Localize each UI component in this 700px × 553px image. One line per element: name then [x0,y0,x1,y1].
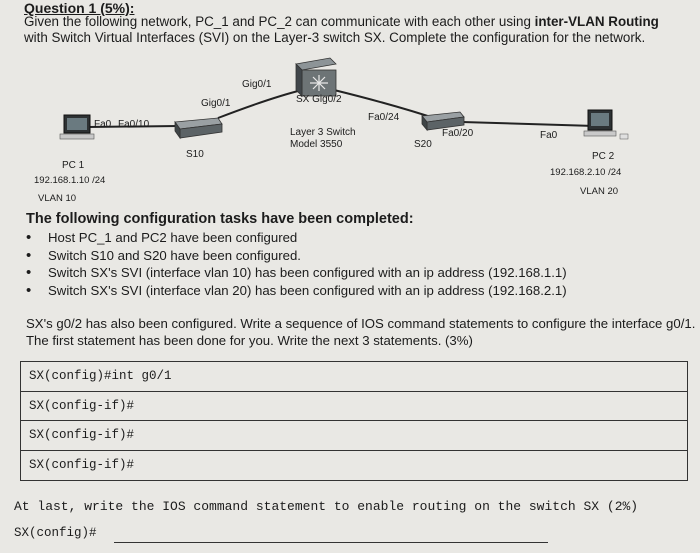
sx-left-port-label: Gig0/1 [242,79,272,90]
s20-name-label: S20 [414,139,432,150]
pc1-ip-label: 192.168.1.10 /24 [34,175,106,186]
task-item: • Switch SX's SVI (interface vlan 20) has been configured with an ip address (192.168.2.1) [22,282,567,300]
pc2-icon [584,110,628,139]
network-diagram [0,50,700,210]
command-row-2[interactable]: SX(config-if)# [21,392,687,422]
s10-pc-port-label: Fa0/10 [118,119,150,130]
pc2-port-label: Fa0 [540,130,558,141]
pc1-vlan-label: VLAN 10 [38,193,77,204]
command-table [20,361,688,481]
s10-up-port-label: Gig0/1 [201,98,231,109]
link-s20-pc2 [462,122,595,126]
command-row-3[interactable]: SX(config-if)# [21,421,687,451]
sx-model-line-1: Layer 3 Switch [290,127,356,138]
tasks-heading: The following configuration tasks have been completed: [26,211,414,227]
s10-name-label: S10 [186,149,204,160]
tasks-list [22,229,567,299]
pc1-port-label: Fa0 [94,119,112,130]
task-item: • Switch S10 and S20 have been configured. [22,247,567,265]
question-intro [24,14,684,46]
sx-model-line-2: Model 3550 [290,139,343,150]
task-item: • Host PC_1 and PC2 have been configured [22,229,567,247]
pc2-ip-label: 192.168.2.10 /24 [550,167,622,178]
command-row-1: SX(config)#int g0/1 [21,362,687,392]
question-title: Question 1 (5%): [24,0,135,16]
pc2-vlan-label: VLAN 20 [580,186,619,197]
routing-question: At last, write the IOS command statement to enable routing on the switch SX (2%) [14,499,639,514]
instruction-note: SX's g0/2 has also been configured. Write a sequence of IOS command statements to configure the interface g0/1. The first statement has been done for you. Write the next 3 statements. (3%) [26,316,696,348]
intro-text-2: with Switch Virtual Interfaces (SVI) on the Layer-3 switch SX. Complete the configuration for the network. [24,30,646,45]
link-s10-sx [218,90,302,118]
s10-switch-icon [175,118,222,138]
s20-port-label: Fa0/20 [442,128,474,139]
pc1-name-label: PC 1 [62,160,85,171]
sx-l3-switch-icon [296,58,336,96]
pc1-icon [60,115,94,139]
sx-name-port-label: SX Gig0/2 [296,94,342,105]
sx-right-port-label: Fa0/24 [368,112,400,123]
command-row-4[interactable]: SX(config-if)# [29,457,135,472]
intro-bold: inter-VLAN Routing [534,14,659,29]
routing-answer-line[interactable] [114,542,548,543]
pc2-name-label: PC 2 [592,151,615,162]
task-item: • Switch SX's SVI (interface vlan 10) has been configured with an ip address (192.168.1.1) [22,264,567,282]
intro-text: Given the following network, PC_1 and PC_2 can communicate with each other using [24,14,535,29]
routing-prompt: SX(config)# [14,526,97,540]
